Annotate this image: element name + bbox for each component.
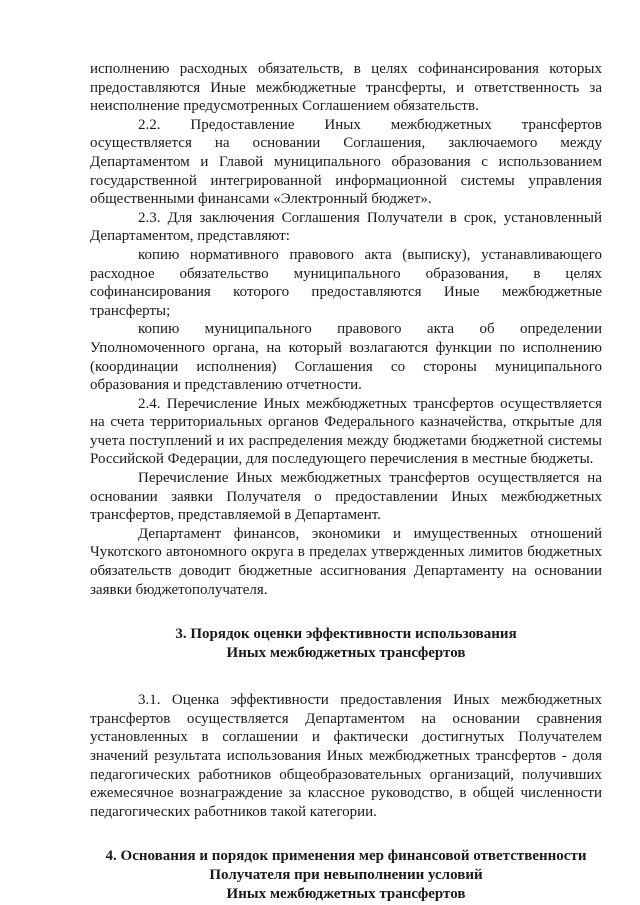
section-3-heading-line-2: Иных межбюджетных трансфертов [226,645,466,662]
paragraph-continuation: исполнению расходных обязательств, в целях софинансирования которых предоставляются Иные межбюджетные трансферты, и ответственность за неисполнение предусмотренных Соглашением обязательств. [90,61,602,115]
paragraph-transfer-request: Перечисление Иных межбюджетных трансфертов осуществляется на основании заявки Получателя о предоставлении Иных межбюджетных трансфертов, представляемой в Департамент. [90,470,602,524]
list-item-normative-act: копию нормативного правового акта (выписку), устанавливающего расходное обязательство муниципального образования, в целях софинансирования которого предоставляются Иные межбюджетные трансферты; [90,246,602,319]
section-4-heading-line-2: Получателя при невыполнении условий [209,867,483,884]
spacer [90,663,602,691]
paragraph-2-4: 2.4. Перечисление Иных межбюджетных трансфертов осуществляется на счета территориальных органов Федерального казначейства, открытые для учета поступлений и их распределения между бюджетами бюджетной системы Российской Федерации, для последующего перечисления в местные бюджеты. [90,395,602,468]
paragraph-2-3: 2.3. Для заключения Соглашения Получатели в срок, установленный Департаментом, представляют: [90,209,602,245]
section-4-heading-line-1: 4. Основания и порядок применения мер финансовой ответственности [105,848,587,865]
spacer [90,821,602,847]
spacer [90,599,602,625]
list-item-municipal-act: копию муниципального правового акта об определении Уполномоченного органа, на который возлагаются функции по исполнению (координации исполнения) Соглашения со стороны муниципального образования и представлению отчетности. [90,321,602,394]
document-page [90,60,602,904]
section-4-heading-line-3: Иных межбюджетных трансфертов [226,886,466,903]
section-3-heading-line-1: 3. Порядок оценки эффективности использования [175,626,517,643]
paragraph-finance-department: Департамент финансов, экономики и имущественных отношений Чукотского автономного округа в пределах утвержденных лимитов бюджетных обязательств доводит бюджетные ассигнования Департаменту на основании заявки бюджетополучателя. [90,525,602,598]
paragraph-2-2: 2.2. Предоставление Иных межбюджетных трансфертов осуществляется на основании Соглашения, заключаемого между Департаментом и Главой муниципального образования с использованием государственной интегрированной информационной системы управления общественными финансами «Электронный бюджет». [90,116,602,208]
paragraph-3-1: 3.1. Оценка эффективности предоставления Иных межбюджетных трансфертов осуществляется Департаментом на основании сравнения установленных в соглашении и фактически достигнутых Получателем значений результата использования Иных межбюджетных трансфертов - доля педагогических работников общеобразовательных организаций, получивших ежемесячное вознаграждение за классное руководство, в общей численности педагогических работников такой категории. [90,692,602,820]
